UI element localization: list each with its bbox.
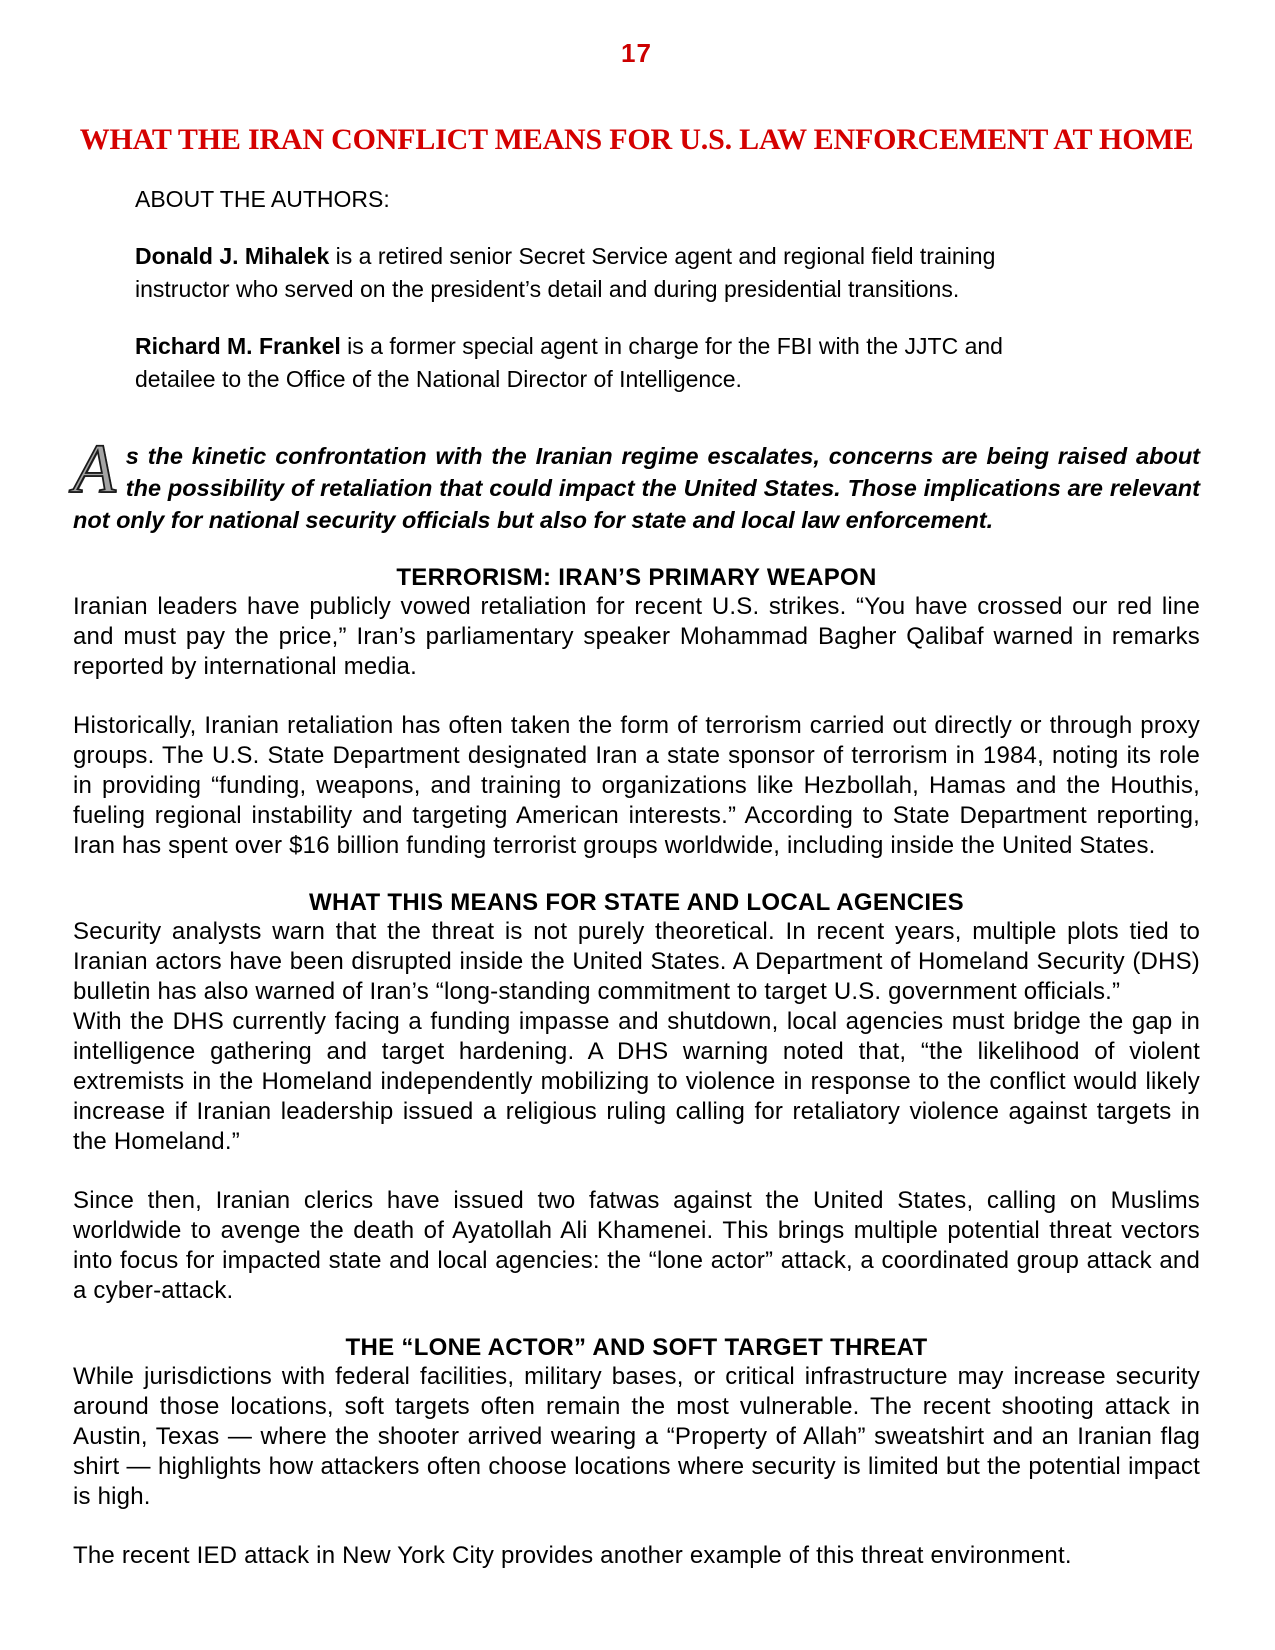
author-entry (135, 240, 1085, 306)
authors-section (135, 183, 1085, 396)
author-entry (135, 330, 1085, 396)
body-paragraph: The recent IED attack in New York City provides another example of this threat environment. (73, 1542, 1072, 1569)
body-paragraph: Iranian leaders have publicly vowed retaliation for recent U.S. strikes. “You have crossed our red line and must pay the price,” Iran’s parliamentary speaker Mohammad Bagher Qalibaf warned in remarks reported by international media. (73, 593, 1200, 680)
article-headline: WHAT THE IRAN CONFLICT MEANS FOR U.S. LAW ENFORCEMENT AT HOME (79, 123, 1194, 156)
body-paragraph: While jurisdictions with federal facilities, military bases, or critical infrastructure may increase security around those locations, soft targets often remain the most vulnerable. The recent shooting attack in Austin, Texas — where the shooter arrived wearing a “Property of Allah” sweatshirt and an Iranian flag shirt — highlights how attackers often choose locations where security is limited but the potential impact is high. (73, 1363, 1200, 1510)
body-paragraph: With the DHS currently facing a funding impasse and shutdown, local agencies must bridge the gap in intelligence gathering and target hardening. A DHS warning noted that, “the likelihood of violent extremists in the Homeland independently mobilizing to violence in response to the conflict would likely increase if Iranian leadership issued a religious ruling calling for retaliatory violence against targets in the Homeland.” (73, 1008, 1200, 1155)
dropcap-letter: A (73, 431, 116, 508)
body-paragraph: Security analysts warn that the threat is not purely theoretical. In recent years, multiple plots tied to Iranian actors have been disrupted inside the United States. A Department of Homeland Security (DHS) bulletin has also warned of Iran’s “long-standing commitment to target U.S. government officials.” (73, 918, 1200, 1005)
body-paragraph: Historically, Iranian retaliation has often taken the form of terrorism carried out directly or through proxy groups. The U.S. State Department designated Iran a state sponsor of terrorism in 1984, noting its role in providing “funding, weapons, and training to organizations like Hezbollah, Hamas and the Houthis, fueling regional instability and targeting American interests.” According to State Department reporting, Iran has spent over $16 billion funding terrorist groups worldwide, including inside the United States. (73, 712, 1200, 859)
author-bio: is a retired senior Secret Service agent and regional field training instructor who served on the president’s detail and during presidential transitions. (135, 243, 996, 302)
lede-text: s the kinetic confrontation with the Iranian regime escalates, concerns are being raised about the possibility of retaliation that could impact the United States. Those implications are relevant not only for national security officials but also for state and local law enforcement. (73, 443, 1200, 533)
page-number: 17 (621, 38, 652, 68)
author-name: Donald J. Mihalek (135, 243, 330, 269)
authors-label: ABOUT THE AUTHORS: (135, 186, 390, 212)
author-name: Richard M. Frankel (135, 333, 341, 359)
section-heading-terrorism: TERRORISM: IRAN’S PRIMARY WEAPON (396, 564, 877, 591)
body-paragraph: Since then, Iranian clerics have issued two fatwas against the United States, calling on Muslims worldwide to avenge the death of Ayatollah Ali Khamenei. This brings multiple potential threat vectors into focus for impacted state and local agencies: the “lone actor” attack, a coordinated group attack and a cyber-attack. (73, 1187, 1200, 1304)
author-bio: is a former special agent in charge for the FBI with the JJTC and detailee to the Office of the National Director of Intelligence. (135, 333, 1003, 392)
section-heading-lone-actor: THE “LONE ACTOR” AND SOFT TARGET THREAT (345, 1334, 928, 1361)
lede-paragraph (73, 431, 1200, 536)
section-heading-state-local: WHAT THIS MEANS FOR STATE AND LOCAL AGENCIES (309, 889, 964, 916)
